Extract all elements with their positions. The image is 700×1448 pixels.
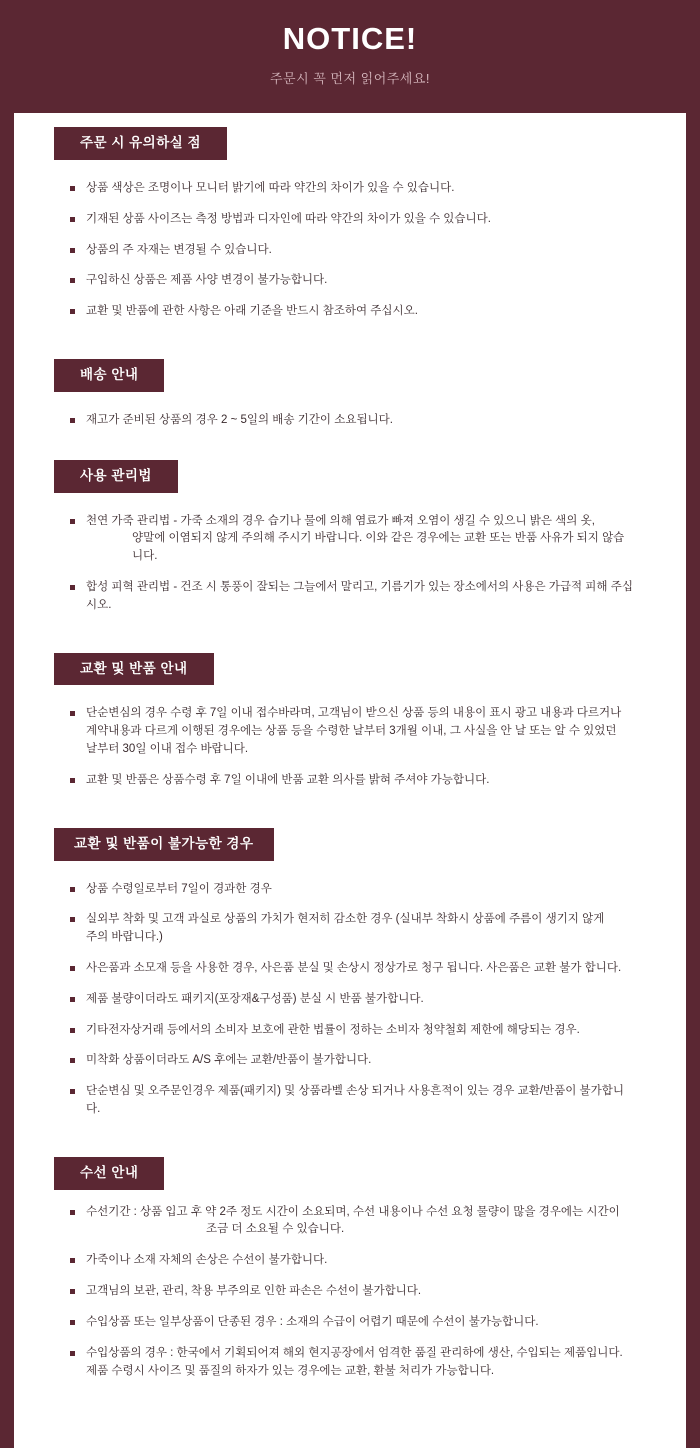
section-item-list [14,1204,686,1381]
bullet-icon [70,917,75,922]
page-subtitle: 주문시 꼭 먼저 읽어주세요! [269,71,431,87]
list-item [70,991,634,1009]
list-item-text: 교환 및 반품에 관한 사항은 아래 기준을 반드시 참조하여 주십시오. [86,305,418,318]
section-repair [14,1157,686,1381]
section-order-notes [14,127,686,321]
list-item-text-line2: 주의 바랍니다.) [86,931,163,944]
section-title: 배송 안내 [54,359,164,392]
list-item-text: 실외부 착화 및 고객 과실로 상품의 가치가 현저히 감소한 경우 (실내부 착화시 상품에 주름이 생기지 않게 [86,913,605,926]
bullet-icon [70,887,75,892]
list-item [70,1252,634,1270]
list-item-text: 단순변심 및 오주문인경우 제품(패키지) 및 상품라벨 손상 되거나 사용흔적이 있는 경우 교환/반품이 불가합니다. [86,1085,624,1115]
list-item-text-line2: 양말에 이염되지 않게 주의해 주시기 바랍니다. 이와 같은 경우에는 교환 또는 반품 사유가 되지 않습니다. [132,532,625,563]
section-item-list [14,513,686,615]
list-item-text: 제품 불량이더라도 패키지(포장재&구성품) 분실 시 반품 불가합니다. [86,992,424,1005]
section-item-list [14,705,686,789]
bullet-icon [70,278,75,283]
section-item-list [14,412,686,430]
bullet-icon [70,778,75,783]
section-title: 수선 안내 [54,1157,164,1190]
list-item-text: 미착화 상품이더라도 A/S 후에는 교환/반품이 불가합니다. [86,1054,372,1067]
list-item-text: 상품 색상은 조명이나 모니터 밝기에 따라 약간의 차이가 있을 수 있습니다. [86,181,455,194]
section-title: 교환 및 반품 안내 [54,653,214,686]
list-item-text-line2: 제품 수령시 사이즈 및 품질의 하자가 있는 경우에는 교환, 환불 처리가 가능합니다. [86,1364,495,1377]
list-item [70,272,634,290]
bullet-icon [70,309,75,314]
list-item [70,180,634,198]
list-item [70,513,634,566]
list-item [70,412,634,430]
list-item [70,303,634,321]
list-item-text: 사은품과 소모재 등을 사용한 경우, 사은품 분실 및 손상시 정상가로 청구 됩니다. 사은품은 교환 불가 합니다. [86,961,622,974]
list-item [70,1083,634,1119]
notice-sheet [14,113,686,1448]
bullet-icon [70,966,75,971]
list-item [70,705,634,758]
list-item-text-line2: 조금 더 소요될 수 있습니다. [206,1223,345,1236]
list-item-text-line3: 날부터 30일 이내 접수 바랍니다. [86,743,249,756]
list-item [70,211,634,229]
bullet-icon [70,217,75,222]
bullet-icon [70,1089,75,1094]
list-item-text: 수입상품 또는 일부상품이 단종된 경우 : 소재의 수급이 어렵기 때문에 수선이 불가능합니다. [86,1315,539,1328]
list-item [70,911,634,947]
list-item [70,242,634,260]
list-item-text: 수입상품의 경우 : 한국에서 기획되어져 해외 현지공장에서 엄격한 품질 관리하에 생산, 수입되는 제품입니다. [86,1346,623,1359]
section-title: 주문 시 유의하실 점 [54,127,227,160]
list-item-text: 구입하신 상품은 제품 사양 변경이 불가능합니다. [86,274,328,287]
bullet-icon [70,585,75,590]
list-item-text: 천연 가죽 관리법 - 가죽 소재의 경우 습기나 물에 의해 염료가 빠져 오염이 생길 수 있으니 밝은 색의 옷, [86,514,595,527]
bullet-icon [70,1289,75,1294]
bullet-icon [70,1210,75,1215]
list-item [70,1283,634,1301]
bullet-icon [70,248,75,253]
list-item-text: 재고가 준비된 상품의 경우 2 ~ 5일의 배송 기간이 소요됩니다. [86,413,393,426]
list-item [70,1314,634,1332]
list-item [70,1345,634,1381]
list-item-text: 기타전자상거래 등에서의 소비자 보호에 관한 법률이 정하는 소비자 청약철회 제한에 해당되는 경우. [86,1023,580,1036]
list-item-text: 수선기간 : 상품 입고 후 약 2주 정도 시간이 소요되며, 수선 내용이나 수선 요청 물량이 많을 경우에는 시간이 [86,1205,620,1218]
list-item [70,1022,634,1040]
notice-header [0,0,700,113]
list-item [70,579,634,615]
section-care [14,460,686,615]
bullet-icon [70,519,75,524]
section-item-list [14,881,686,1119]
bullet-icon [70,1258,75,1263]
list-item-text: 교환 및 반품은 상품수령 후 7일 이내에 반품 교환 의사를 밝혀 주셔야 가능합니다. [86,773,490,786]
section-title: 교환 및 반품이 불가능한 경우 [54,828,274,861]
list-item [70,1204,634,1240]
list-item-text: 기재된 상품 사이즈는 측정 방법과 디자인에 따라 약간의 차이가 있을 수 있습니다. [86,212,491,225]
list-item-text: 상품 수령일로부터 7일이 경과한 경우 [86,882,272,895]
list-item-text: 합성 피혁 관리법 - 건조 시 통풍이 잘되는 그늘에서 말리고, 기름기가 있는 장소에서의 사용은 가급적 피해 주십시오. [86,580,633,611]
bullet-icon [70,418,75,423]
list-item-text: 상품의 주 자재는 변경될 수 있습니다. [86,243,272,256]
bullet-icon [70,186,75,191]
section-exchange-return [14,653,686,790]
bullet-icon [70,1028,75,1033]
list-item-text: 가죽이나 소재 자체의 손상은 수선이 불가합니다. [86,1254,328,1267]
bullet-icon [70,1058,75,1063]
list-item [70,772,634,790]
list-item [70,1052,634,1070]
bullet-icon [70,711,75,716]
page-title: NOTICE! [282,21,418,56]
list-item [70,960,634,978]
section-title: 사용 관리법 [54,460,178,493]
bullet-icon [70,997,75,1002]
list-item-text-line2: 계약내용과 다르게 이행된 경우에는 상품 등을 수령한 날부터 3개월 이내, 그 사실을 안 날 또는 알 수 있었던 [86,725,617,738]
list-item-text: 단순변심의 경우 수령 후 7일 이내 접수바라며, 고객님이 받으신 상품 등의 내용이 표시 광고 내용과 다르거나 [86,707,622,720]
section-non-returnable [14,828,686,1119]
list-item [70,881,634,899]
bullet-icon [70,1320,75,1325]
section-shipping [14,359,686,430]
spacer [14,113,686,127]
list-item-text: 고객님의 보관, 관리, 착용 부주의로 인한 파손은 수선이 불가합니다. [86,1285,422,1298]
section-item-list [14,180,686,321]
